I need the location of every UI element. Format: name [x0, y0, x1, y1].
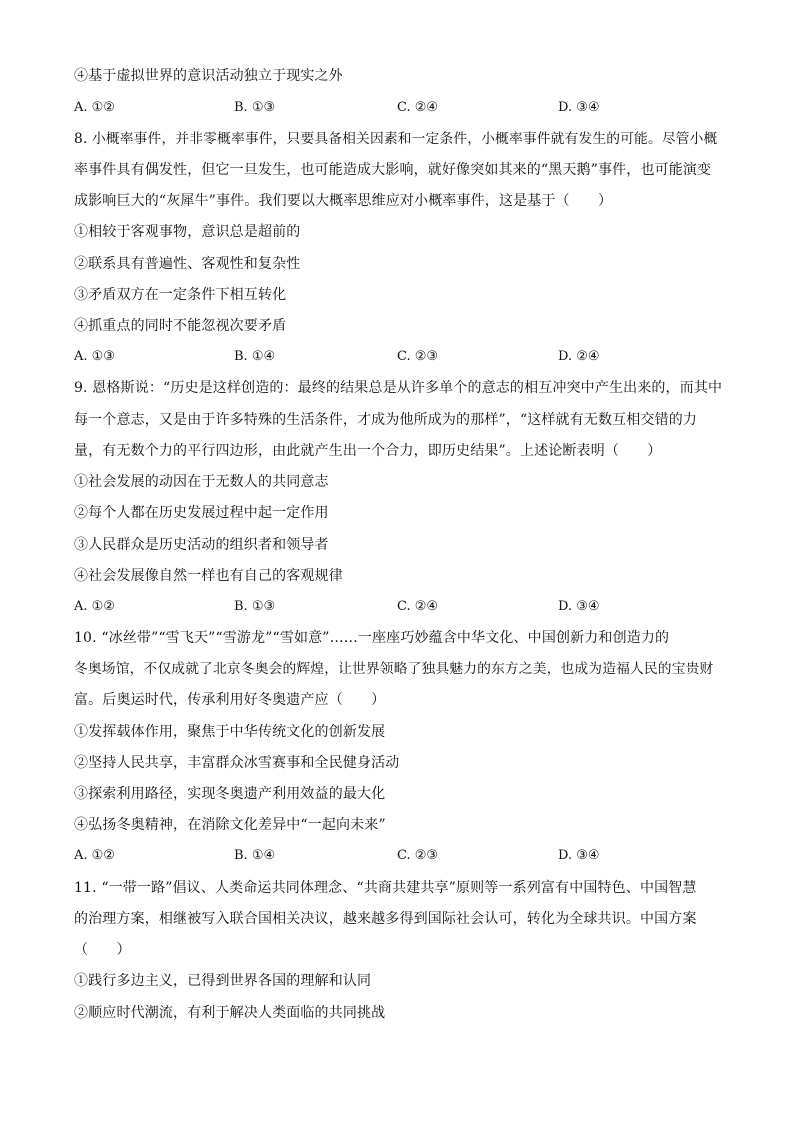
statement-8-2: ②联系具有普遍性、客观性和复杂性 — [74, 256, 301, 272]
question-9-stem-line-2: 每一个意志，又是由于许多特殊的生活条件，才成为他所成为的那样”，“这样就有无数互相交错的力 — [74, 412, 698, 428]
option-8-a: A. ①③ — [74, 349, 115, 364]
statement-10-4: ④弘扬冬奥精神，在消除文化差异中“一起向未来” — [74, 817, 386, 833]
option-8-c: C. ②③ — [397, 349, 439, 364]
question-11-stem-line-2: 的治理方案，相继被写入联合国相关决议，越来越多得到国际社会认可，转化为全球共识。中国方案 — [74, 911, 697, 927]
option-9-d: D. ③④ — [558, 599, 600, 614]
statement-8-4: ④抓重点的同时不能忽视次要矛盾 — [74, 318, 287, 334]
question-8-stem-line-3: 成影响巨大的“灰犀牛”事件。我们要以大概率思维应对小概率事件，这是基于（ ） — [74, 193, 613, 209]
question-11-stem-line-3: （ ） — [74, 942, 131, 958]
question-11-stem-line-1: 11. “一带一路”倡议、人类命运共同体理念、“共商共建共享”原则等一系列富有中国特色、中国智慧 — [74, 880, 697, 896]
question-8-stem-line-1: 8. 小概率事件，并非零概率事件，只要具备相关因素和一定条件，小概率事件就有发生的可能。尽管小概 — [74, 131, 718, 147]
option-7-a: A. ①② — [74, 100, 115, 115]
statement-9-3: ③人民群众是历史活动的组织者和领导者 — [74, 537, 329, 553]
option-7-b: B. ①③ — [234, 100, 276, 115]
option-9-c: C. ②④ — [397, 599, 439, 614]
statement-9-4: ④社会发展像自然一样也有自己的客观规律 — [74, 568, 343, 584]
question-9-stem-line-3: 量，有无数个力的平行四边形，由此就产生出一个合力，即历史结果”。上述论断表明（ ） — [74, 443, 662, 459]
statement-11-1: ①践行多边主义，已得到世界各国的理解和认同 — [74, 973, 372, 989]
option-10-b: B. ①④ — [234, 848, 276, 863]
question-9-stem-line-1: 9. 恩格斯说：“历史是这样创造的：最终的结果总是从许多单个的意志的相互冲突中产生出来的，而其中 — [74, 380, 723, 396]
statement-9-2: ②每个人都在历史发展过程中起一定作用 — [74, 505, 329, 521]
statement-8-3: ③矛盾双方在一定条件下相互转化 — [74, 287, 287, 303]
statement-10-2: ②坚持人民共享，丰富群众冰雪赛事和全民健身活动 — [74, 755, 400, 771]
option-9-a: A. ①② — [74, 599, 115, 614]
option-10-c: C. ②③ — [397, 848, 439, 863]
question-10-stem-line-2: 冬奥场馆，不仅成就了北京冬奥会的辉煌，让世界领略了独具魅力的东方之美，也成为造福人民的宝贵财 — [74, 661, 714, 677]
question-8-stem-line-2: 率事件具有偶发性，但它一旦发生，也可能造成大影响，就好像突如其来的“黑天鹅”事件，也可能演变 — [74, 162, 712, 178]
question-10-stem-line-1: 10. “冰丝带”“雪飞天”“雪游龙”“雪如意”……一座座巧妙蕴含中华文化、中国创新力和创造力的 — [74, 630, 670, 646]
statement-8-1: ①相较于客观事物，意识总是超前的 — [74, 224, 301, 240]
option-8-d: D. ②④ — [558, 349, 600, 364]
option-10-a: A. ①② — [74, 848, 115, 863]
statement-11-2: ②顺应时代潮流，有利于解决人类面临的共同挑战 — [74, 1005, 386, 1021]
option-7-c: C. ②④ — [397, 100, 439, 115]
statement-10-1: ①发挥载体作用，聚焦于中华传统文化的创新发展 — [74, 724, 386, 740]
option-9-b: B. ①③ — [234, 599, 276, 614]
statement-7-4: ④基于虚拟世界的意识活动独立于现实之外 — [74, 68, 343, 84]
option-8-b: B. ①④ — [234, 349, 276, 364]
question-10-stem-line-3: 富。后奥运时代，传承利用好冬奥遗产应（ ） — [74, 692, 386, 708]
option-10-d: D. ③④ — [558, 848, 600, 863]
statement-10-3: ③探索利用路径，实现冬奥遗产利用效益的最大化 — [74, 786, 386, 802]
statement-9-1: ①社会发展的动因在于无数人的共同意志 — [74, 474, 329, 490]
option-7-d: D. ③④ — [558, 100, 600, 115]
